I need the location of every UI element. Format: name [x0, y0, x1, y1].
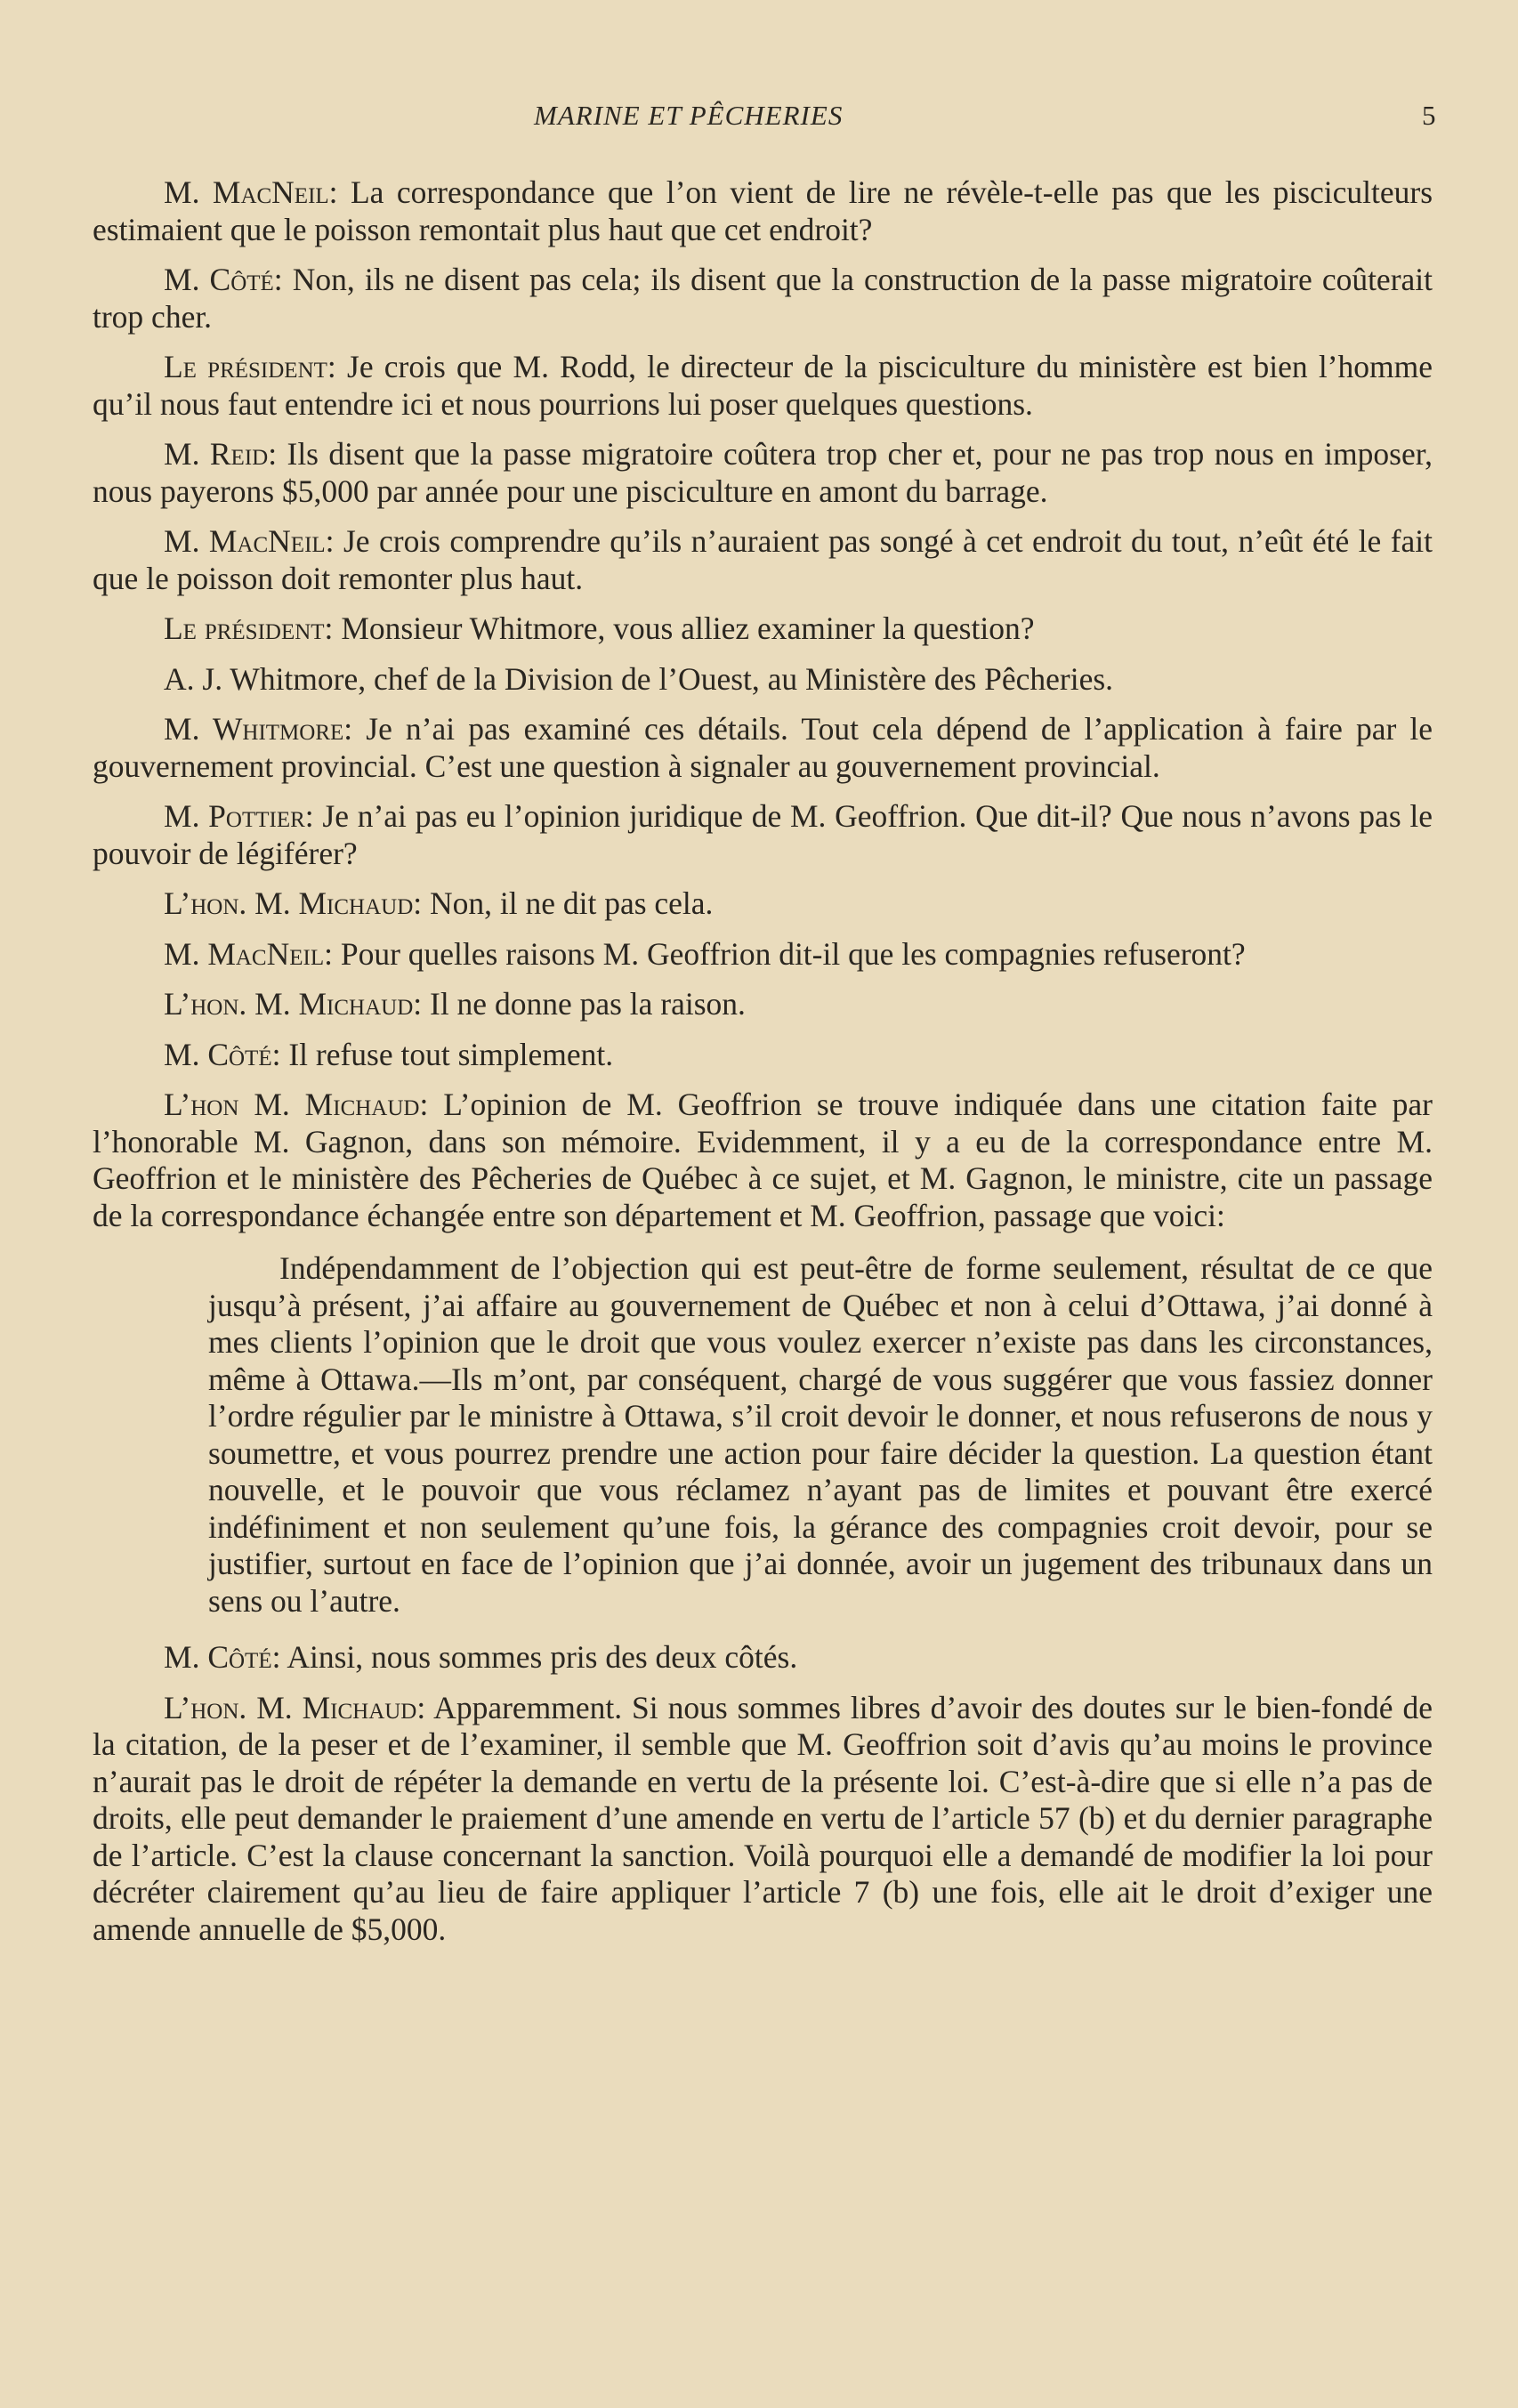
- paragraph: [93, 1639, 1433, 1677]
- speaker-name: M. Côté:: [164, 1639, 281, 1675]
- paragraph: [93, 936, 1433, 974]
- paragraph-text: Ainsi, nous sommes pris des deux côtés.: [280, 1639, 798, 1675]
- paragraph: [93, 986, 1433, 1023]
- paragraph: [93, 349, 1433, 423]
- paragraph-text: Je n’ai pas examiné ces détails. Tout cela dépend de l’application à faire par le gouvernement provincial. C’est une question à signaler au gouvernement provincial.: [93, 711, 1433, 784]
- speaker-name: Le président:: [164, 349, 336, 384]
- witness-introduction: [93, 661, 1433, 699]
- speaker-name: L’hon. M. Michaud:: [164, 1689, 426, 1725]
- speaker-name: M. MacNeil:: [164, 935, 333, 972]
- speaker-name: L’hon. M. Michaud:: [164, 986, 423, 1022]
- paragraph: [93, 798, 1433, 872]
- paragraph-text: Apparemment. Si nous sommes libres d’avoir des doutes sur le bien-fondé de la citation, de la peser et de l’examiner, il semble que M. Geoffrion soit d’avis qu’au moins le province n’aurait pas le droit de répéter la demande en vertu de la présente loi. C’est-à-dire que si elle n’a pas de droits, elle peut demander le praiement d’une amende en vertu de l’article 57 (b) et du dernier paragraphe de l’article. C’est la clause concernant la sanction. Voilà pourquoi elle a demandé de modifier la loi pour décréter clairement qu’au lieu de faire appliquer l’article 7 (b) une fois, elle ait le droit d’exiger une amende annuelle de $5,000.: [93, 1689, 1433, 1947]
- paragraph-text: Je crois comprendre qu’ils n’auraient pas songé à cet endroit du tout, n’eût été le fait que le poisson doit remonter plus haut.: [93, 523, 1433, 596]
- speaker-name: M. Whitmore:: [164, 711, 353, 747]
- block-quote: Indépendamment de l’objection qui est peut-être de forme seulement, résultat de ce que jusqu’à présent, j’ai affaire au gouvernement de Québec et non à celui d’Ottawa, j’ai donné à mes clients l’opinion que le droit que vous voulez exercer n’existe pas dans les circonstances, même à Ottawa.—Ils m’ont, par conséquent, chargé de vous suggérer que vous fassiez donner l’ordre régulier par le ministre à Ottawa, s’il croit devoir le donner, et nous refuserons de nous y soumettre, et vous pourrez prendre une action pour faire décider la question. La question étant nouvelle, et le pouvoir que vous réclamez n’ayant pas de limites et pouvant être exercé indéfiniment et non seulement qu’une fois, la gérance des compagnies croit devoir, pour se justifier, surtout en face de l’opinion que j’ai donnée, avoir un jugement des tribunaux dans un sens ou l’autre.: [208, 1250, 1433, 1619]
- paragraph: [93, 610, 1433, 648]
- speaker-name: M. MacNeil:: [164, 174, 338, 210]
- paragraph: [93, 174, 1433, 248]
- paragraph-text: Ils disent que la passe migratoire coûtera trop cher et, pour ne pas trop nous en imposer, nous payerons $5,000 par année pour une pisciculture en amont du barrage.: [93, 436, 1433, 509]
- speaker-name: M. Côté:: [164, 262, 283, 297]
- paragraph-text: Non, ils ne disent pas cela; ils disent que la construction de la passe migratoire coûterait trop cher.: [93, 262, 1433, 335]
- paragraph-text: Il refuse tout simplement.: [280, 1036, 614, 1072]
- paragraph-text: La correspondance que l’on vient de lire ne révèle-t-elle pas que les pisciculteurs estimaient que le poisson remontait plus haut que cet endroit?: [93, 174, 1433, 247]
- paragraph: [93, 262, 1433, 335]
- speaker-name: M. Reid:: [164, 436, 278, 472]
- paragraph-text: Je crois que M. Rodd, le directeur de la pisciculture du ministère est bien l’homme qu’il nous faut entendre ici et nous pourrions lui poser quelques questions.: [93, 349, 1433, 422]
- paragraph-text: Non, il ne dit pas cela.: [422, 885, 714, 921]
- running-head: MARINE ET PÊCHERIES: [534, 100, 844, 131]
- speaker-name: M. Côté:: [164, 1036, 281, 1072]
- paragraph-text: Pour quelles raisons M. Geoffrion dit-il que les compagnies refuseront?: [332, 935, 1246, 972]
- speaker-name: M. MacNeil:: [164, 523, 335, 559]
- speaker-name: L’hon M. Michaud:: [164, 1087, 429, 1122]
- paragraph: [93, 523, 1433, 597]
- speaker-name: L’hon. M. Michaud:: [164, 885, 423, 921]
- paragraph: [93, 711, 1433, 785]
- paragraph-text: A. J. Whitmore, chef de la Division de l’Ouest, au Ministère des Pêcheries.: [164, 660, 1114, 697]
- paragraph: [93, 1690, 1433, 1949]
- paragraph-text: Monsieur Whitmore, vous alliez examiner la question?: [333, 610, 1035, 646]
- body-text: [93, 174, 1433, 1961]
- page-number: 5: [1422, 100, 1436, 131]
- paragraph-text: Je n’ai pas eu l’opinion juridique de M. Geoffrion. Que dit-il? Que nous n’avons pas le pouvoir de légiférer?: [93, 798, 1433, 871]
- speaker-name: M. Pottier:: [164, 798, 314, 834]
- paragraph: [93, 1087, 1433, 1234]
- paragraph-text: L’opinion de M. Geoffrion se trouve indiquée dans une citation faite par l’honorable M. Gagnon, dans son mémoire. Evidemment, il y a eu de la correspondance entre M. Geoffrion et le ministère des Pêcheries de Québec à ce sujet, et M. Gagnon, le ministre, cite un passage de la correspondance échangée entre son département et M. Geoffrion, passage que voici:: [93, 1087, 1433, 1233]
- paragraph: [93, 436, 1433, 510]
- paragraph: [93, 885, 1433, 923]
- speaker-name: Le président:: [164, 610, 334, 646]
- paragraph: [93, 1037, 1433, 1074]
- paragraph-text: Il ne donne pas la raison.: [422, 986, 746, 1022]
